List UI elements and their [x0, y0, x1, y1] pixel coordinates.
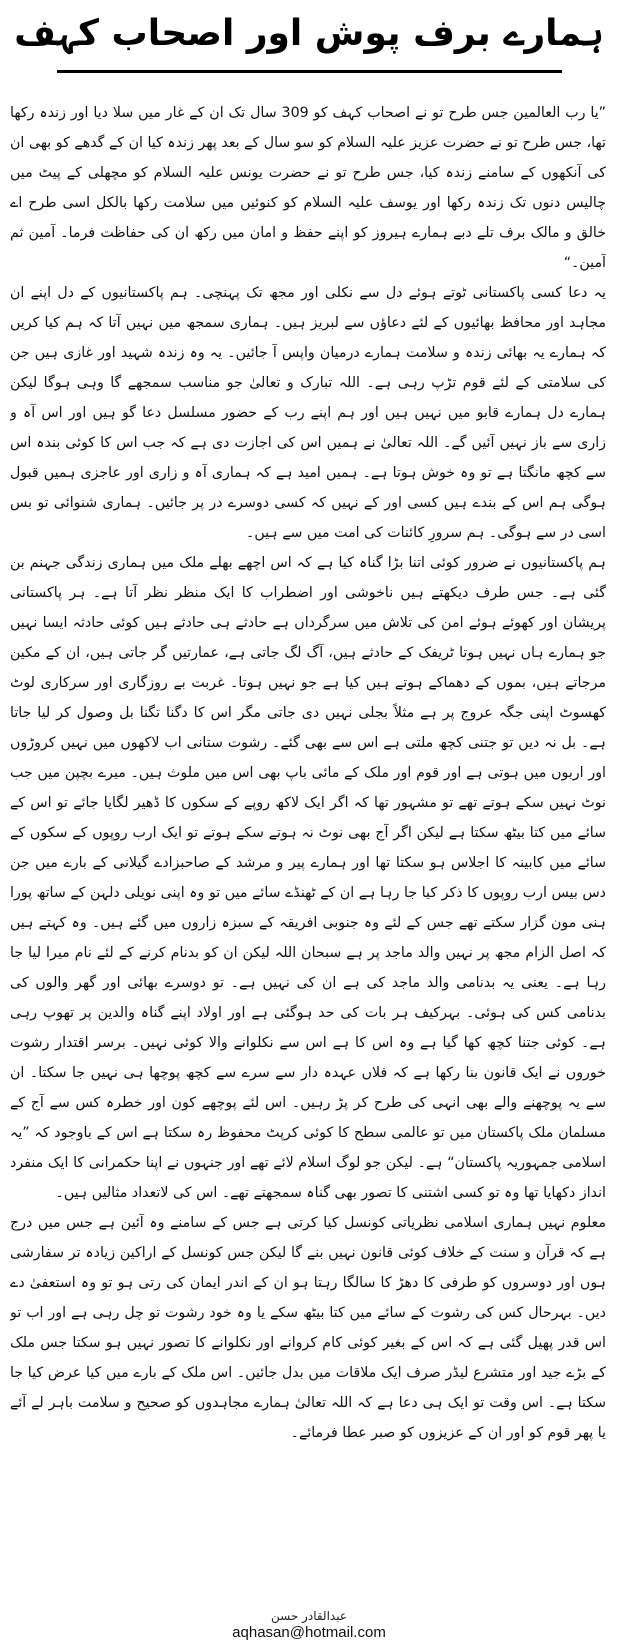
author-name: عبدالقادر حسن [270, 1609, 347, 1623]
article-body [10, 98, 606, 1608]
article-paragraph: ہم پاکستانیوں نے ضرور کوئی اتنا بڑا گناہ کیا ہے کہ اس اچھے بھلے ملک میں ہماری زندگی جہنم بن گئی ہے۔ جس طرف دیکھتے ہیں ناخوشی اور اضطراب کا ایک منظر نظر آتا ہے۔ ہر پاکستانی پریشان اور کھوئے ہوئے امن کی تلاش میں سرگرداں ہے حادثے ہی حادثے ہیں کوئی حادثہ ایسا نہیں جو ہمارے ہاں نہیں ہوتا ٹریفک کے حادثے ہیں، آگ لگ جاتی ہے، عمارتیں گر جاتی ہیں، ان کے مکین مرجاتے ہیں، بموں کے دھماکے ہوتے ہیں کیا ہے جو نہیں ہوتا۔ غربت بے روزگاری اور سرکاری لوٹ کھسوٹ اپنی جگہ عروج پر ہے مثلاً بجلی نہیں دی جاتی مگر اس کا دگنا تگنا بل وصول کر لیا جاتا ہے۔ بل نہ دیں تو جتنی کچھ ملتی ہے اس سے بھی گئے۔ رشوت ستانی اب لاکھوں میں نہیں کروڑوں اور اربوں میں ہوتی ہے اور قوم اور ملک کے مائی باپ بھی اس میں ملوث ہیں۔ میرے بچپن میں جب نوٹ نہیں سکے ہوتے تھے تو مشہور تھا کہ اگر ایک لاکھ روپے کے سکوں کا ڈھیر لگایا جائے تو اس کے سائے میں کتا بیٹھ سکتا ہے لیکن اگر آج بھی نوٹ نہ ہوتے سکے ہوتے تو ایک ارب روپوں کے سکوں کے سائے میں کابینہ کا اجلاس ہو سکتا تھا اور ہمارے پیر و مرشد کے صاحبزادے گیلانی کے بارے میں جن دس بیس ارب روپوں کا ذکر کیا جا رہا ہے ان کے ٹھنڈے سائے میں تو وہ اپنی نویلی دلہن کے ساتھ پورا ہنی مون گزار سکتے تھے جس کے لئے وہ جنوبی افریقہ کے سبزہ زاروں میں گئے ہیں۔ وہ کہتے ہیں کہ اصل الزام مجھ پر نہیں والد ماجد پر ہے سبحان اللہ لیکن ان کو بدنام کرنے کے لئے نام میرا لیا جا رہا ہے۔ یعنی یہ بدنامی والد ماجد کی ہے ان کی نہیں ہے۔ تو دوسرے بھائی اور گھر والوں کی بدنامی کس کی ہوئی۔ بہرکیف ہر بات کی حد ہوگئی ہے اور اولاد اپنے گناہ والدین پر تھوپ رہی ہے۔ کوئی جتنا کچھ کھا گیا ہے وہ اس کا ہے اس سے نکلوانے والا کوئی نہیں۔ برسر اقتدار رشوت خوروں نے ایک قانون بنا رکھا ہے کہ فلاں عہدہ دار سے سرے سے کچھ پوچھا ہی نہیں جا سکتا۔ ان سے یہ پوچھنے والے بھی انہی کی طرح کر پڑ رہیں۔ اس لئے پوچھے کون اور خطرہ کس سے آج کے مسلمان ملک پاکستان میں تو عالمی سطح کا کوئی کرپٹ محفوظ رہ سکتا ہے اس کے باوجود کہ ”یہ اسلامی جمہوریہ پاکستان“ ہے۔ لیکن جو لوگ اسلام لائے تھے اور جنہوں نے اپنا حکمرانی کا ایک منفرد انداز دکھایا تھا وہ تو کسی اشتنی کا تصور بھی گناہ سمجھتے تھے۔ اس کی لاتعداد مثالیں ہیں۔ [10, 555, 606, 1201]
article-paragraph: معلوم نہیں ہماری اسلامی نظریاتی کونسل کیا کرتی ہے جس کے سامنے وہ آئین ہے جس میں درج ہے کہ قرآن و سنت کے خلاف کوئی قانون نہیں بنے گا لیکن جس کونسل کے اراکین زیادہ تر سفارشی ہوں اور دوسروں کو طرفی کا دھڑ کا سالگا رہتا ہو ان کے اندر ایمان کی رتی ہو تو وہ استعفیٰ دے دیں۔ بہرحال کس کی رشوت کے سائے میں کتا بیٹھ سکے یا وہ خود رشوت تو چل رہی ہے اور اب تو اس قدر پھیل گئی ہے کہ اس کے بغیر کوئی کام کروانے اور نکلوانے کا تصور نہیں ہو سکتا جس ملک کے بڑے جید اور متشرع لیڈر صرف ایک ملاقات میں بدل جائیں۔ اس ملک کے بارے میں کیا عرض کیا جا سکتا ہے۔ اس وقت تو ایک ہی دعا ہے کہ اللہ تعالیٰ ہمارے مجاہدوں کو صحیح و سلامت باہر لے آئے یا پھر قوم کو اور ان کے عزیزوں کو صبر عطا فرمائے۔ [10, 1215, 606, 1441]
byline [0, 1608, 618, 1644]
author-email[interactable]: aqhasan@hotmail.com [232, 1624, 386, 1641]
article-paragraph: یہ دعا کسی پاکستانی ٹوتے ہوئے دل سے نکلی اور مجھ تک پہنچی۔ ہم پاکستانیوں کے دل اپنے ان مجاہد اور محافظ بھائیوں کے لئے دعاؤں سے لبریز ہیں۔ ہماری سمجھ میں نہیں آتا کہ ہم کیا کریں کہ ہمارے یہ بھائی زندہ و سلامت ہمارے درمیان واپس آ جائیں۔ یہ وہ زندہ شہید اور غازی ہیں جن کی سلامتی کے لئے قوم تڑپ رہی ہے۔ اللہ تبارک و تعالیٰ جو مناسب سمجھے گا وہی ہوگا لیکن ہمارے دل ہمارے قابو میں نہیں ہیں اور ہم اپنے رب کے حضور مسلسل دعا گو ہیں اور اس آہ و زاری سے باز نہیں آئیں گے۔ اللہ تعالیٰ نے ہمیں اس کی اجازت دی ہے کہ جب اس کا کوئی بندہ اس سے کچھ مانگتا ہے تو وہ خوش ہوتا ہے۔ ہمیں امید ہے کہ ہماری آہ و زاری اور عاجزی ہمیں قبول ہوگی ہم اس کے بندے ہیں کسی اور کے نہیں کہ کسی دوسرے در پر جائیں۔ ہماری شنوائی تو بس اسی در سے ہوگی۔ ہم سرورِ کائنات کی امت میں سے ہیں۔ [10, 285, 606, 541]
title-underline-divider [57, 70, 562, 73]
article-paragraph-prayer: ”یا رب العالمین جس طرح تو نے اصحاب کہف کو 309 سال تک ان کے غار میں سلا دیا اور زندہ رکھا تھا، جس طرح تو نے حضرت عزیز علیہ السلام کو سو سال کے بعد پھر زندہ کیا ان کے گدھے کو بھی ان کی آنکھوں کے سامنے زندہ کیا، جس طرح تو نے حضرت یونس علیہ السلام کو مچھلی کے پیٹ میں چالیس دنوں تک زندہ رکھا اور یوسف علیہ السلام کو کنوئیں میں سلامت رکھا بالکل اسی طرح اے خالق و مالک برف تلے دبے ہمارے ہیروز کو اپنے حفظ و امان میں رکھ ان کی حفاظت فرما۔ آمین ثم آمین۔“ [10, 105, 606, 271]
page-title: ہمارے برف پوش اور اصحاب کہف [14, 13, 604, 54]
